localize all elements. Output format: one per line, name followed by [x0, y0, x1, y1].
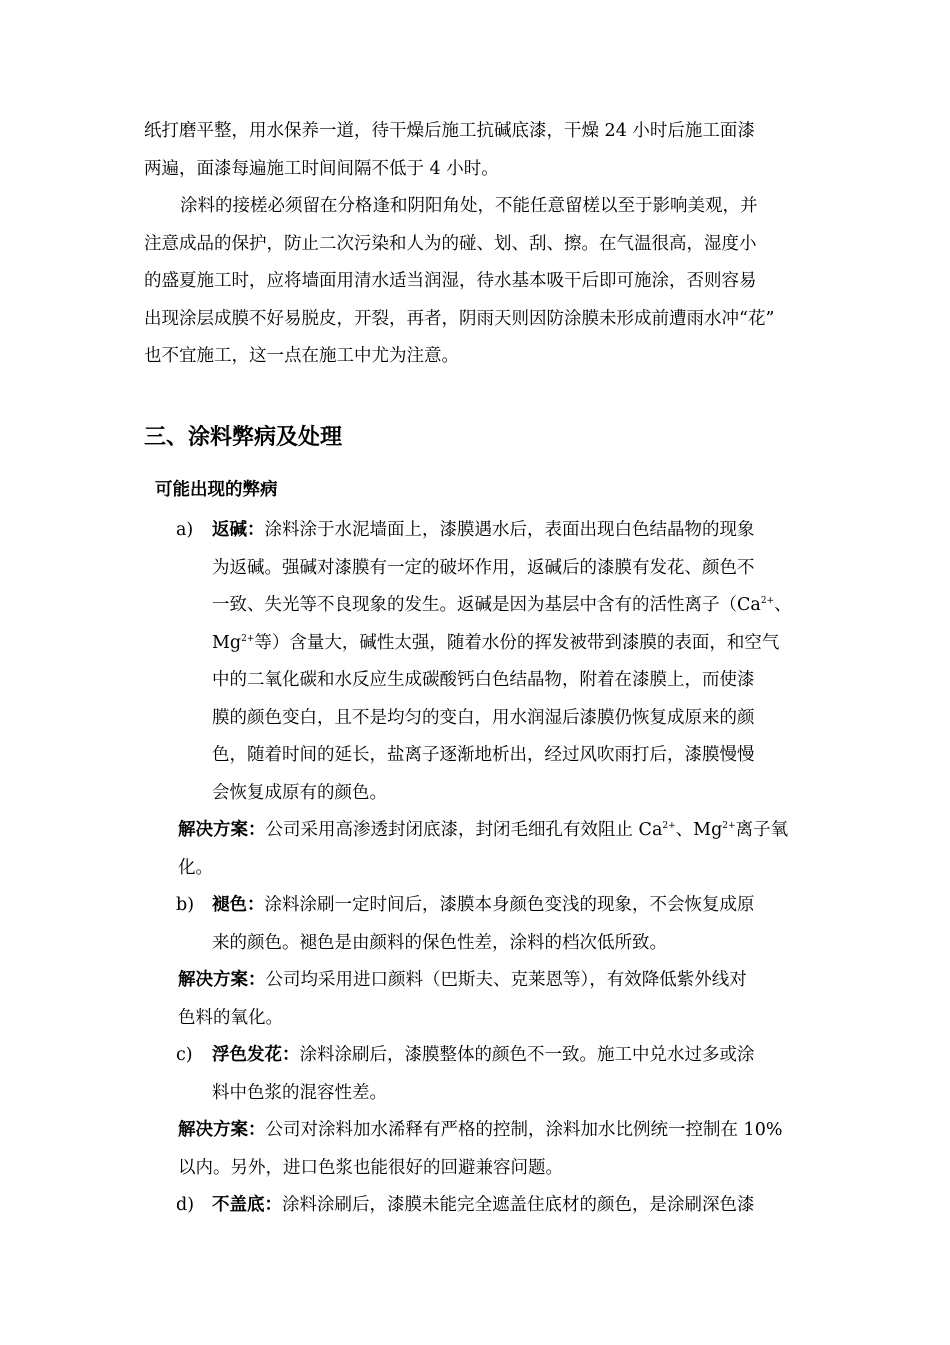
item-text: Mg — [212, 632, 242, 653]
text-line: 色，随着时间的延长，盐离子逐渐地析出，经过风吹雨打后，漆膜慢慢 — [212, 745, 755, 765]
solution-text: 离子氧 — [735, 820, 789, 840]
text-line: 以内。另外，进口色浆也能很好的回避兼容问题。 — [178, 1157, 563, 1178]
solution-text: 公司均采用进口颜料（巴斯夫、克莱恩等），有效降低紫外线对 — [265, 970, 747, 990]
text-line: 出现涂层成膜不好易脱皮，开裂，再者，阴雨天则因防涂膜未形成前遭雨水冲“花” — [144, 308, 775, 329]
text-line: 来的颜色。褪色是由颜料的保色性差，涂料的档次低所致。 — [212, 932, 667, 953]
solution-c — [178, 1112, 806, 1187]
text-line: 中的二氧化碳和水反应生成碳酸钙白色结晶物，附着在漆膜上，而使漆 — [212, 670, 755, 690]
list-marker-c: c) — [176, 1045, 193, 1065]
intro-paragraph — [144, 113, 806, 188]
subsection-title: 可能出现的弊病 — [155, 480, 278, 500]
solution-b — [178, 962, 806, 1037]
text-line: 膜的颜色变白，且不是均匀的变白，用水润湿后漆膜仍恢复成原来的颜 — [212, 707, 755, 728]
solution-label: 解决方案： — [178, 820, 266, 840]
item-b-paragraph — [212, 887, 806, 962]
text-line: 料中色浆的混容性差。 — [212, 1082, 387, 1103]
text-line — [212, 587, 806, 625]
solution-text: 公司对涂料加水浠释有严格的控制，涂料加水比例统一控制在 10% — [265, 1120, 783, 1140]
text-line: 色料的氧化。 — [178, 1007, 283, 1028]
solution-label: 解决方案： — [178, 970, 266, 990]
list-marker-a: a) — [176, 520, 194, 540]
text-line — [212, 1037, 806, 1075]
item-c-paragraph — [212, 1037, 806, 1112]
text-line — [212, 1187, 806, 1225]
text-line — [212, 887, 806, 925]
text-line — [178, 1112, 806, 1150]
item-a-paragraph — [212, 512, 806, 812]
superscript: 2+ — [722, 821, 736, 831]
list-marker-b: b) — [176, 895, 195, 915]
item-text: 涂料涂刷后，漆膜未能完全遮盖住底材的颜色，是涂刷深色漆 — [282, 1195, 755, 1215]
text-line: 化。 — [178, 857, 213, 878]
item-text: 一致、失光等不良现象的发生。返碱是因为基层中含有的活性离子（Ca — [212, 595, 761, 615]
text-line — [212, 512, 806, 550]
item-text: 涂料涂于水泥墙面上，漆膜遇水后，表面出现白色结晶物的现象 — [264, 520, 755, 540]
solution-label: 解决方案： — [178, 1120, 266, 1140]
item-text: 涂料涂刷一定时间后，漆膜本身颜色变浅的现象，不会恢复成原 — [264, 895, 755, 915]
text-line — [212, 625, 806, 663]
text-line: 注意成品的保护，防止二次污染和人为的碰、划、刮、擦。在气温很高，湿度小 — [144, 233, 757, 254]
solution-text: 、Mg — [675, 820, 723, 840]
item-text: 、 — [774, 595, 792, 615]
text-line: 会恢复成原有的颜色。 — [212, 782, 387, 803]
text-line: 涂料的接槎必须留在分格逢和阴阳角处，不能任意留槎以至于影响美观，并 — [180, 196, 758, 216]
superscript: 2+ — [760, 596, 775, 606]
item-term: 浮色发花： — [212, 1045, 300, 1065]
text-line — [178, 962, 806, 1000]
superscript: 2+ — [241, 633, 255, 644]
text-line: 两遍，面漆每遍施工时间间隔不低于 4 小时。 — [144, 158, 499, 179]
item-text: 等）含量大，碱性太强，随着水份的挥发被带到漆膜的表面，和空气 — [254, 632, 780, 653]
item-term: 返碱： — [212, 520, 265, 540]
list-marker-d: d) — [176, 1195, 195, 1215]
text-line: 为返碱。强碱对漆膜有一定的破坏作用，返碱后的漆膜有发花、颜色不 — [212, 557, 755, 578]
text-line: 纸打磨平整，用水保养一道，待干燥后施工抗碱底漆，干燥 24 小时后施工面漆 — [144, 121, 755, 141]
text-line — [178, 812, 806, 850]
item-term: 不盖底： — [212, 1195, 282, 1215]
solution-text: 公司采用高渗透封闭底漆，封闭毛细孔有效阻止 Ca — [265, 820, 663, 840]
item-d-paragraph — [212, 1187, 806, 1225]
text-line: 也不宜施工，这一点在施工中尤为注意。 — [144, 346, 459, 366]
section-title: 三、涂料弊病及处理 — [144, 425, 343, 450]
text-line: 的盛夏施工时，应将墙面用清水适当润湿，待水基本吸干后即可施涂，否则容易 — [144, 271, 757, 291]
superscript: 2+ — [662, 821, 676, 831]
solution-a — [178, 812, 806, 887]
item-term: 褪色： — [212, 895, 265, 915]
item-text: 涂料涂刷后，漆膜整体的颜色不一致。施工中兑水过多或涂 — [299, 1045, 755, 1065]
joints-paragraph — [144, 188, 806, 376]
